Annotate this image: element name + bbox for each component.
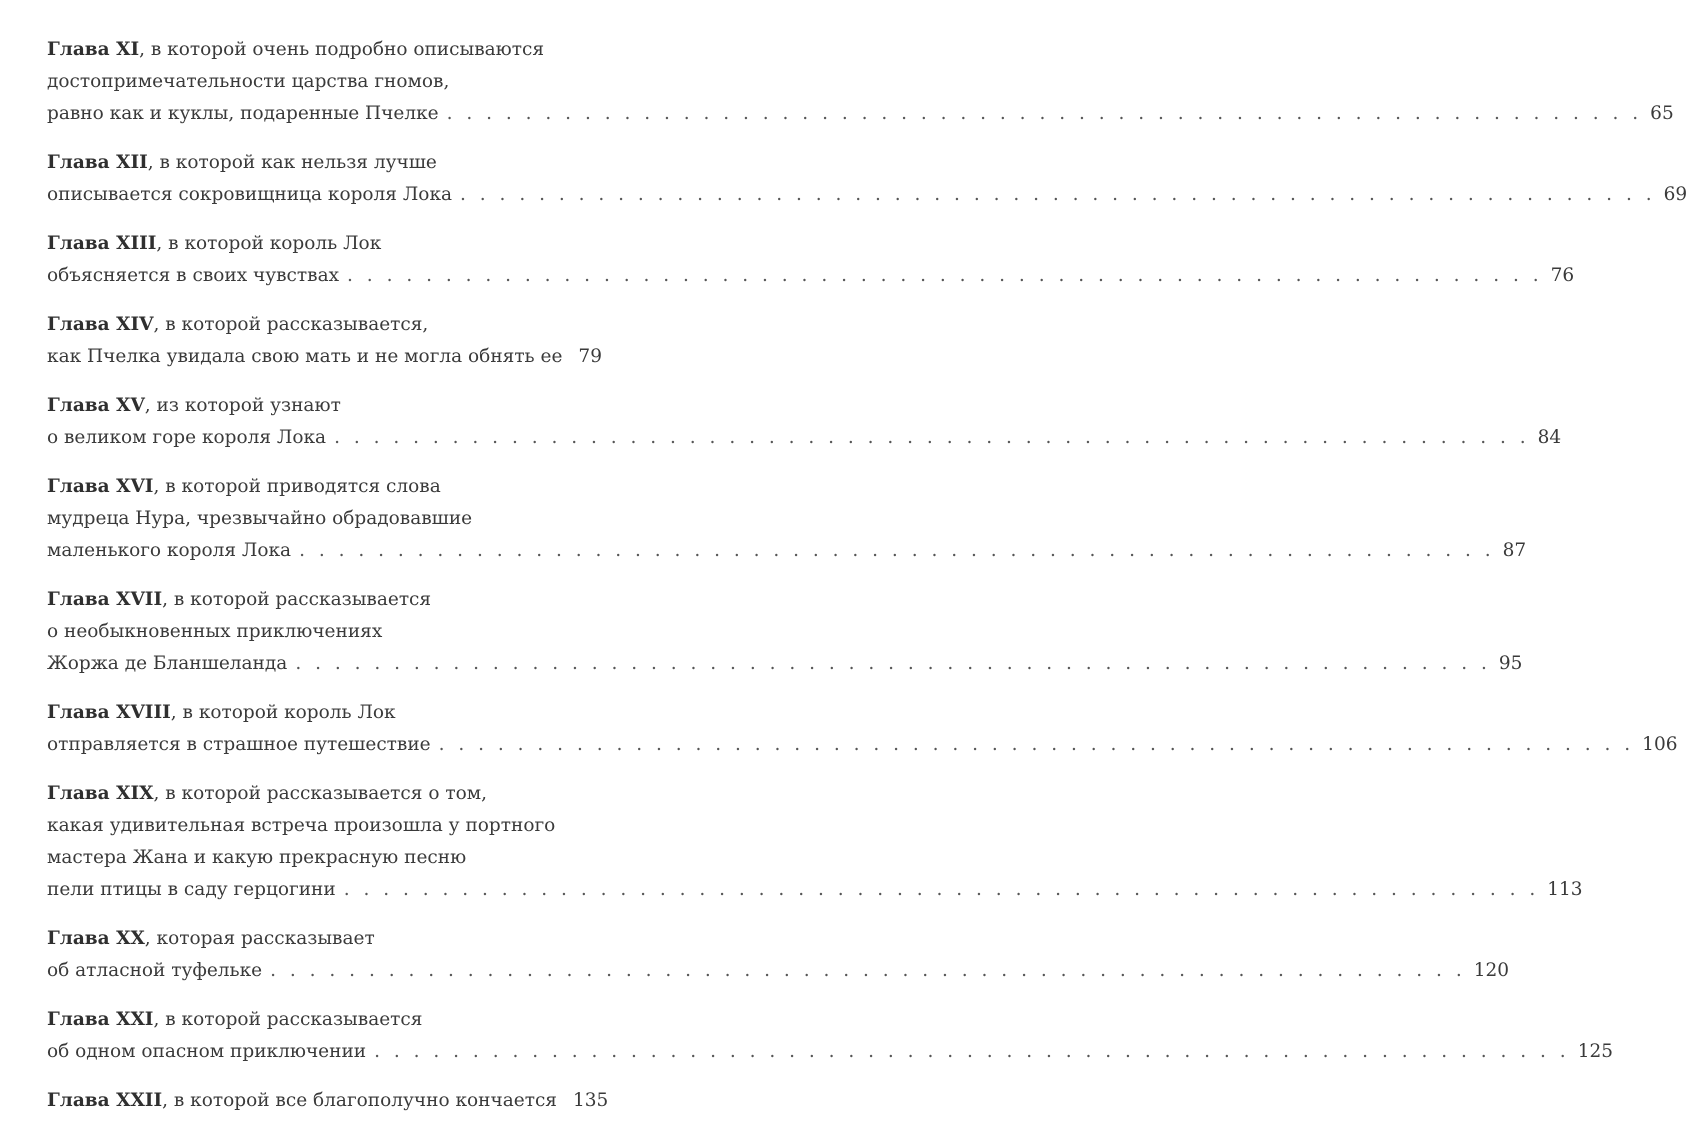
chapter-title-line: , в которой рассказывается xyxy=(162,589,432,610)
toc-entry[interactable] xyxy=(47,1004,1613,1068)
toc-entry[interactable] xyxy=(47,1085,609,1117)
chapter-title-line: , в которой король Лок xyxy=(170,702,396,723)
chapter-title-line: , в которой король Лок xyxy=(156,233,382,254)
chapter-title-line: о великом горе короля Лока xyxy=(47,427,327,448)
chapter-number: Глава XIII xyxy=(47,233,157,254)
chapter-title-line: о необыкновенных приключениях xyxy=(47,621,383,642)
chapter-number: Глава XVIII xyxy=(47,702,171,723)
dot-leader: . . . . . . . . . . . . . . . . . . . . . . . . . . . . . . . . . . . . . . . . . . . . . . . . . . . . . . . . . . . . . xyxy=(438,734,1635,755)
toc-entry[interactable] xyxy=(47,584,1523,680)
chapter-title-line: маленького короля Лока xyxy=(47,540,292,561)
toc-entry[interactable] xyxy=(47,34,1674,130)
page-number: 120 xyxy=(1473,960,1510,981)
page-number: 87 xyxy=(1502,540,1527,561)
chapter-title-line: равно как и куклы, подаренные Пчелке xyxy=(47,103,439,124)
chapter-title-line: , которая рассказывает xyxy=(144,928,375,949)
page-number: 76 xyxy=(1550,265,1575,286)
page-number: 95 xyxy=(1498,653,1523,674)
dot-leader: . . . . . . . . . . . . . . . . . . . . . . . . . . . . . . . . . . . . . . . . . . . . . . . . . . . . . . . . . . . . . xyxy=(460,184,1656,205)
chapter-number: Глава XX xyxy=(47,928,145,949)
page-number: 135 xyxy=(572,1090,609,1111)
dot-leader: . . . . . . . . . . . . . . . . . . . . . . . . . . . . . . . . . . . . . . . . . . . . . . . . . . . . . . . . . . . . . xyxy=(270,960,1466,981)
chapter-title-line: , в которой рассказывается, xyxy=(153,314,429,335)
chapter-title-line: мастера Жана и какую прекрасную песню xyxy=(47,847,467,868)
dot-leader: . . . . . . . . . . . . . . . . . . . . . . . . . . . . . . . . . . . . . . . . . . . . . . . . . . . . . . . . . . . . . xyxy=(347,265,1543,286)
page-number: 125 xyxy=(1577,1041,1613,1062)
chapter-title-line: объясняется в своих чувствах xyxy=(47,265,340,286)
chapter-title-line: , в которой рассказывается о том, xyxy=(153,783,487,804)
chapter-title-line: пели птицы в саду герцогини xyxy=(47,879,336,900)
chapter-number: Глава XV xyxy=(47,395,145,416)
dot-leader: . . . . . . . . . . . . . . . . . . . . . . . . . . . . . . . . . . . . . . . . . . . . . . . . . . . . . . . . . . . . . xyxy=(446,103,1643,124)
toc-entry[interactable] xyxy=(47,147,1687,211)
chapter-title-line: , в которой все благополучно кончается xyxy=(162,1090,557,1111)
dot-leader: . . . . . . . . . . . . . . . . . . . . . . . . . . . . . . . . . . . . . . . . . . . . . . . . . . . . . . . . . . . . . xyxy=(299,540,1495,561)
chapter-title-line: , в которой очень подробно описываются xyxy=(139,39,545,60)
chapter-number: Глава XXI xyxy=(47,1009,154,1030)
chapter-number: Глава XVI xyxy=(47,476,154,497)
page-number: 65 xyxy=(1650,103,1674,124)
chapter-title-line: отправляется в страшное путешествие xyxy=(47,734,431,755)
dot-leader: . . . . . . . . . . . . . . . . . . . . . . . . . . . . . . . . . . . . . . . . . . . . . . . . . . . . . . . . . . . . . xyxy=(334,427,1530,448)
page-number: 84 xyxy=(1537,427,1562,448)
page-number: 113 xyxy=(1547,879,1583,900)
dot-leader: . . . . . . . . . . . . . . . . . . . . . . . . . . . . . . . . . . . . . . . . . . . . . . . . . . . . . . . . . . . . . xyxy=(374,1041,1570,1062)
chapter-title-line: об одном опасном приключении xyxy=(47,1041,367,1062)
chapter-title-line: Жоржа де Бланшеланда xyxy=(47,653,288,674)
page-number: 106 xyxy=(1642,734,1678,755)
dot-leader: . . . . . . . . . . . . . . . . . . . . . . . . . . . . . . . . . . . . . . . . . . . . . . . . . . . . . . . . . . . . . xyxy=(343,879,1540,900)
chapter-title-line: , в которой как нельзя лучше xyxy=(147,152,437,173)
chapter-number: Глава XI xyxy=(47,39,140,60)
chapter-title-line: достопримечательности царства гномов, xyxy=(47,71,450,92)
toc-entry[interactable] xyxy=(47,471,1527,567)
chapter-title-line: как Пчелка увидала свою мать и не могла обнять ее xyxy=(47,346,563,367)
chapter-number: Глава XXII xyxy=(47,1090,163,1111)
chapter-title-line: описывается сокровищница короля Лока xyxy=(47,184,453,205)
chapter-number: Глава XIX xyxy=(47,783,154,804)
toc-entry[interactable] xyxy=(47,309,602,373)
page-number: 69 xyxy=(1663,184,1687,205)
page-number: 79 xyxy=(578,346,602,367)
toc-entry[interactable] xyxy=(47,923,1510,987)
chapter-number: Глава XVII xyxy=(47,589,163,610)
table-of-contents xyxy=(47,34,1687,1134)
dot-leader: . . . . . . . . . . . . . . . . . . . . . . . . . . . . . . . . . . . . . . . . . . . . . . . . . . . . . . . . . . . . . xyxy=(295,653,1491,674)
toc-entry[interactable] xyxy=(47,778,1583,906)
chapter-number: Глава XIV xyxy=(47,314,154,335)
chapter-title-line: какая удивительная встреча произошла у портного xyxy=(47,815,556,836)
chapter-title-line: , из которой узнают xyxy=(144,395,341,416)
chapter-title-line: , в которой рассказывается xyxy=(153,1009,423,1030)
chapter-title-line: мудреца Нура, чрезвычайно обрадовавшие xyxy=(47,508,473,529)
toc-entry[interactable] xyxy=(47,390,1562,454)
toc-entry[interactable] xyxy=(47,228,1575,292)
chapter-number: Глава XII xyxy=(47,152,148,173)
chapter-title-line: , в которой приводятся слова xyxy=(153,476,441,497)
toc-entry[interactable] xyxy=(47,697,1678,761)
chapter-title-line: об атласной туфельке xyxy=(47,960,263,981)
